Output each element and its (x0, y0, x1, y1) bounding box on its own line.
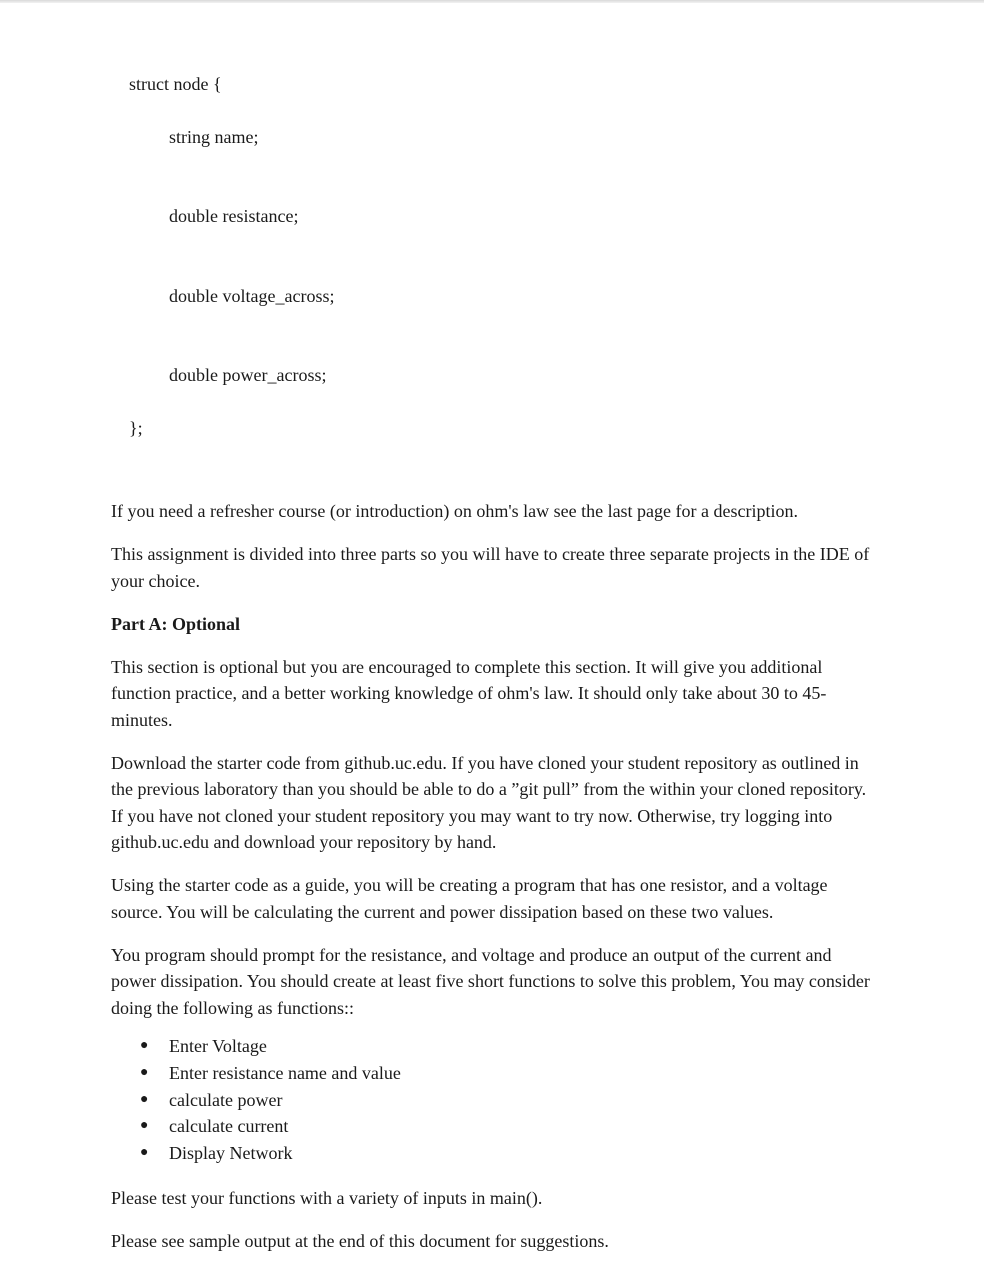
prompt-paragraph: You program should prompt for the resistance, and voltage and produce an output of the current and power dissipation. You should create at least five short functions to solve this problem, You may consider doing the following as functions:: (111, 944, 870, 1018)
code-field-power: double power_across; (169, 365, 327, 385)
top-shadow-bar (0, 0, 984, 3)
function-item-label: calculate power (169, 1089, 283, 1110)
bullet-icon: ● (140, 1064, 149, 1080)
bullet-icon: ● (140, 1118, 149, 1134)
code-field-resistance: double resistance; (169, 206, 299, 226)
function-item-label: Enter Voltage (169, 1036, 267, 1056)
sample-paragraph: Please see sample output at the end of this document for suggestions. (111, 1230, 609, 1251)
spacer (111, 468, 871, 498)
code-field-voltage: double voltage_across; (169, 285, 335, 306)
list-item (140, 1140, 871, 1167)
struct-code-block (111, 44, 871, 468)
bullet-icon: ● (140, 1091, 149, 1107)
bullet-icon: ● (140, 1038, 149, 1053)
function-item-label: Enter resistance name and value (169, 1062, 401, 1083)
list-item (140, 1060, 871, 1087)
code-line-open: struct node { (129, 73, 222, 94)
function-list (111, 1033, 871, 1167)
list-item (140, 1033, 871, 1060)
list-item (140, 1113, 871, 1140)
test-paragraph: Please test your functions with a variety of inputs in main(). (111, 1187, 543, 1208)
part-a-heading: Part A: Optional (111, 613, 240, 634)
document-page (111, 44, 871, 1271)
code-field-name: string name; (169, 126, 259, 147)
divided-paragraph: This assignment is divided into three parts so you will have to create three separate projects in the IDE of your choice. (111, 544, 870, 591)
starter-paragraph: Using the starter code as a guide, you will be creating a program that has one resistor, and a voltage source. You will be calculating the current and power dissipation based on these two values. (111, 875, 828, 922)
download-paragraph: Download the starter code from github.uc.edu. If you have cloned your student repository as outlined in the previous laboratory than you should be able to do a ”git pull” from the within your cloned repository. If you have not cloned your student repository you may want to try now. Otherwise, try logging into github.uc.edu and download your repository by hand. (111, 752, 867, 852)
code-line-close: }; (129, 418, 143, 438)
function-item-label: Display Network (169, 1143, 293, 1164)
list-item (140, 1087, 871, 1114)
refresher-paragraph: If you need a refresher course (or introduction) on ohm's law see the last page for a description. (111, 501, 798, 521)
optional-paragraph: This section is optional but you are encouraged to complete this section. It will give you additional function practice, and a better working knowledge of ohm's law. It should only take about 30 to 45-minutes. (111, 656, 827, 730)
function-item-label: calculate current (169, 1116, 289, 1137)
bullet-icon: ● (140, 1145, 149, 1161)
